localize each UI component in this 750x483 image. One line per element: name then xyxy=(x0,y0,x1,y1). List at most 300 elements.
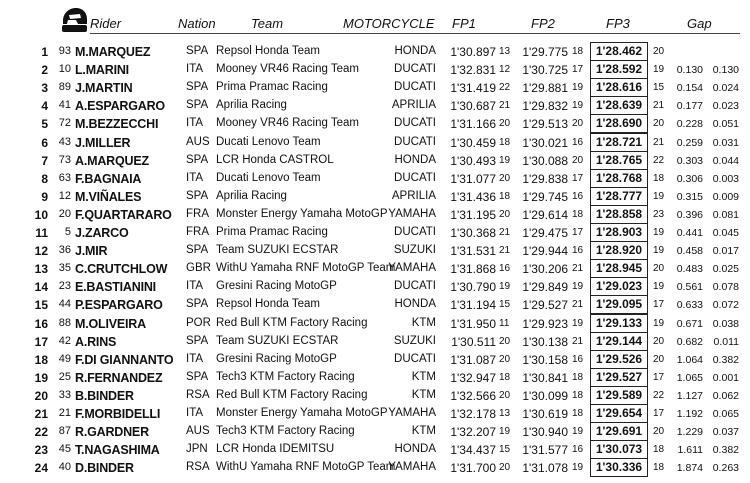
team-name: Gresini Racing MotoGP xyxy=(216,280,337,293)
fp3-laps: 17 xyxy=(653,299,665,311)
fp3-laps: 20 xyxy=(653,118,665,130)
rider-name: R.FERNANDEZ xyxy=(75,370,163,385)
fp2-time: 1'29.513 xyxy=(522,117,568,132)
gap-to-previous: 0.009 xyxy=(712,190,739,203)
position: 15 xyxy=(34,298,48,313)
position: 4 xyxy=(41,99,48,114)
gap-to-previous: 0.025 xyxy=(712,263,739,276)
position: 21 xyxy=(34,407,48,421)
fp3-laps: 21 xyxy=(653,100,665,112)
position: 7 xyxy=(41,153,48,168)
fp1-laps: 15 xyxy=(499,444,511,456)
nation-code: ITA xyxy=(186,407,204,419)
team-name: Team SUZUKI ECSTAR xyxy=(216,334,339,347)
gap-to-previous: 0.001 xyxy=(712,371,739,384)
fp3-best-time: 1'28.462 xyxy=(590,42,648,61)
team-name: LCR Honda CASTROL xyxy=(216,153,334,166)
nation-code: SPA xyxy=(186,334,209,347)
fp1-time: 1'31.531 xyxy=(450,244,496,259)
fp1-time: 1'30.687 xyxy=(450,99,496,114)
fp3-best-time: 1'29.144 xyxy=(590,332,648,351)
team-name: WithU Yamaha RNF MotoGP Team xyxy=(216,461,396,474)
fp2-laps: 19 xyxy=(572,317,584,329)
gap-to-first: 0.396 xyxy=(676,208,703,221)
rider-name: P.ESPARGARO xyxy=(75,298,163,313)
nation-code: SPA xyxy=(186,81,209,94)
column-header-fp2: FP2 xyxy=(531,16,555,31)
fp1-time: 1'30.511 xyxy=(451,334,496,349)
fp3-best-time: 1'29.654 xyxy=(590,404,648,423)
position: 16 xyxy=(34,316,48,331)
team-name: Repsol Honda Team xyxy=(216,45,320,57)
fp2-laps: 20 xyxy=(572,154,584,166)
fp3-laps: 20 xyxy=(653,335,665,347)
fp2-time: 1'30.940 xyxy=(522,425,568,440)
bike-number: 43 xyxy=(58,135,71,148)
rider-name: M.BEZZECCHI xyxy=(75,117,159,132)
rider-helmet-icon xyxy=(60,7,88,33)
fp2-laps: 19 xyxy=(572,426,584,438)
motorcycle-make: HONDA xyxy=(394,298,436,311)
fp1-laps: 18 xyxy=(499,371,511,383)
fp2-time: 1'29.614 xyxy=(522,207,568,222)
fp2-laps: 16 xyxy=(572,190,584,202)
team-name: Prima Pramac Racing xyxy=(216,81,328,94)
fp3-laps: 20 xyxy=(653,263,665,275)
column-header-motorcycle: MOTORCYCLE xyxy=(343,16,435,31)
rider-name: F.MORBIDELLI xyxy=(75,407,161,421)
fp3-laps: 18 xyxy=(653,444,665,456)
position: 11 xyxy=(35,226,48,240)
fp3-laps: 20 xyxy=(653,46,665,57)
fp2-time: 1'29.849 xyxy=(522,280,568,295)
fp3-best-time: 1'28.616 xyxy=(590,78,648,97)
bike-number: 44 xyxy=(58,298,71,311)
motorcycle-make: APRILIA xyxy=(391,99,436,112)
fp3-best-time: 1'29.095 xyxy=(590,295,648,314)
gap-to-first: 1.065 xyxy=(676,371,703,384)
team-name: Ducati Lenovo Team xyxy=(216,171,321,184)
fp2-laps: 21 xyxy=(572,263,584,275)
fp1-laps: 20 xyxy=(499,353,511,365)
rider-name: B.BINDER xyxy=(75,388,134,403)
nation-code: JPN xyxy=(186,443,208,456)
column-header-nation: Nation xyxy=(178,16,216,31)
table-header xyxy=(0,0,750,40)
fp1-time: 1'31.194 xyxy=(450,298,496,313)
fp2-laps: 21 xyxy=(572,335,584,347)
position: 2 xyxy=(41,63,48,78)
position: 1 xyxy=(41,45,48,59)
fp2-time: 1'30.158 xyxy=(522,352,568,367)
position: 13 xyxy=(34,262,48,277)
motorcycle-make: HONDA xyxy=(394,153,436,166)
bike-number: 20 xyxy=(58,207,71,220)
fp1-time: 1'34.437 xyxy=(450,443,496,458)
fp2-time: 1'29.832 xyxy=(522,99,568,114)
nation-code: ITA xyxy=(186,280,204,293)
gap-to-previous: 0.130 xyxy=(712,64,739,77)
fp1-time: 1'32.831 xyxy=(450,63,496,78)
fp3-laps: 19 xyxy=(653,190,665,202)
position: 23 xyxy=(34,443,48,458)
bike-number: 42 xyxy=(58,334,71,347)
fp1-laps: 21 xyxy=(499,100,511,112)
fp2-time: 1'31.078 xyxy=(522,461,568,476)
rider-name: M.OLIVEIRA xyxy=(75,316,146,331)
fp3-best-time: 1'28.690 xyxy=(590,114,648,133)
bike-number: 40 xyxy=(58,461,71,474)
gap-to-previous: 0.065 xyxy=(712,408,739,420)
fp3-best-time: 1'28.945 xyxy=(590,259,648,278)
nation-code: POR xyxy=(186,316,211,329)
rider-name: J.MIR xyxy=(75,244,108,259)
rider-name: M.MARQUEZ xyxy=(75,45,151,59)
fp2-time: 1'29.475 xyxy=(522,226,568,240)
rider-name: F.DI GIANNANTO xyxy=(75,352,174,367)
fp1-laps: 20 xyxy=(499,335,511,347)
fp2-time: 1'29.923 xyxy=(522,316,568,331)
nation-code: SPA xyxy=(186,153,209,166)
motorcycle-make: YAMAHA xyxy=(388,461,436,474)
fp2-laps: 18 xyxy=(572,371,584,383)
gap-to-previous: 0.037 xyxy=(712,426,739,439)
gap-to-previous: 0.024 xyxy=(712,82,739,95)
fp2-time: 1'30.088 xyxy=(522,153,568,168)
nation-code: FRA xyxy=(186,207,209,220)
fp3-best-time: 1'28.592 xyxy=(590,60,648,79)
team-name: Monster Energy Yamaha MotoGP xyxy=(216,407,388,419)
gap-to-first: 0.303 xyxy=(676,154,703,167)
fp3-laps: 19 xyxy=(653,245,665,257)
gap-to-first: 0.682 xyxy=(676,335,703,348)
motorcycle-make: YAMAHA xyxy=(388,407,436,419)
team-name: WithU Yamaha RNF MotoGP Team xyxy=(216,262,396,275)
bike-number: 36 xyxy=(58,244,71,257)
motorcycle-make: KTM xyxy=(411,316,436,329)
fp2-laps: 21 xyxy=(572,299,584,311)
fp3-laps: 19 xyxy=(653,281,665,293)
fp3-laps: 22 xyxy=(653,389,665,401)
gap-to-previous: 0.044 xyxy=(712,154,739,167)
motorcycle-make: HONDA xyxy=(394,45,436,57)
gap-to-previous: 0.263 xyxy=(712,462,739,475)
fp2-time: 1'31.577 xyxy=(522,443,568,458)
fp1-time: 1'32.947 xyxy=(450,370,496,385)
fp3-laps: 19 xyxy=(653,317,665,329)
motorcycle-make: DUCATI xyxy=(394,280,436,293)
fp1-laps: 20 xyxy=(499,172,511,184)
rider-name: M.VIÑALES xyxy=(75,189,142,204)
gap-to-first: 0.458 xyxy=(676,245,703,258)
fp1-laps: 19 xyxy=(499,154,511,166)
fp2-time: 1'29.745 xyxy=(522,189,568,204)
rider-name: F.QUARTARARO xyxy=(75,207,172,222)
column-header-team: Team xyxy=(251,16,284,31)
fp1-laps: 20 xyxy=(499,118,511,130)
fp1-time: 1'32.207 xyxy=(450,425,496,440)
motorcycle-make: KTM xyxy=(411,425,436,438)
fp1-laps: 19 xyxy=(499,281,511,293)
column-header-fp3: FP3 xyxy=(606,16,630,31)
fp1-time: 1'31.087 xyxy=(450,352,496,367)
position: 3 xyxy=(41,81,48,96)
fp1-time: 1'31.419 xyxy=(450,81,496,96)
fp2-time: 1'29.944 xyxy=(522,244,568,259)
gap-to-previous: 0.017 xyxy=(712,245,739,258)
gap-to-previous: 0.382 xyxy=(712,444,739,457)
fp3-best-time: 1'30.336 xyxy=(590,458,648,477)
column-header-fp1: FP1 xyxy=(452,16,476,31)
motorcycle-make: HONDA xyxy=(394,443,436,456)
nation-code: SPA xyxy=(186,244,209,257)
team-name: Prima Pramac Racing xyxy=(216,226,328,238)
nation-code: SPA xyxy=(186,45,209,57)
rider-name: E.BASTIANINI xyxy=(75,280,156,295)
fp1-time: 1'31.700 xyxy=(450,461,496,476)
fp2-time: 1'29.838 xyxy=(522,171,568,186)
gap-to-first: 0.228 xyxy=(676,118,703,131)
fp3-best-time: 1'30.073 xyxy=(590,440,648,459)
position: 24 xyxy=(34,461,48,476)
fp1-time: 1'32.178 xyxy=(450,407,496,421)
gap-to-first: 0.177 xyxy=(676,100,703,113)
bike-number: 12 xyxy=(58,189,71,202)
fp3-best-time: 1'28.721 xyxy=(590,133,648,152)
rider-name: A.RINS xyxy=(75,334,117,349)
fp2-time: 1'29.775 xyxy=(522,45,568,59)
fp2-laps: 17 xyxy=(572,172,584,184)
position: 10 xyxy=(34,207,48,222)
fp1-laps: 13 xyxy=(499,46,511,57)
nation-code: RSA xyxy=(186,388,210,401)
fp1-laps: 18 xyxy=(499,136,511,148)
fp3-laps: 22 xyxy=(653,154,665,166)
gap-to-first: 1.192 xyxy=(676,408,703,420)
fp3-best-time: 1'29.589 xyxy=(590,386,648,405)
team-name: Aprilia Racing xyxy=(216,189,287,202)
motorcycle-make: YAMAHA xyxy=(388,207,436,220)
team-name: Mooney VR46 Racing Team xyxy=(216,63,359,76)
motorcycle-make: SUZUKI xyxy=(393,244,436,257)
fp2-laps: 17 xyxy=(572,64,584,76)
position: 14 xyxy=(34,280,48,295)
fp3-best-time: 1'28.777 xyxy=(590,187,648,206)
fp2-time: 1'30.725 xyxy=(522,63,568,78)
position: 22 xyxy=(34,425,48,440)
gap-to-previous: 0.072 xyxy=(712,299,739,312)
bike-number: 25 xyxy=(58,370,71,383)
bike-number: 87 xyxy=(58,425,71,438)
bike-number: 21 xyxy=(58,407,71,419)
fp1-time: 1'31.868 xyxy=(450,262,496,277)
rider-name: A.MARQUEZ xyxy=(75,153,149,168)
fp3-laps: 21 xyxy=(653,136,665,148)
fp2-laps: 19 xyxy=(572,82,584,94)
fp2-laps: 17 xyxy=(572,227,584,238)
team-name: Red Bull KTM Factory Racing xyxy=(216,316,368,329)
team-name: Tech3 KTM Factory Racing xyxy=(216,425,355,438)
gap-to-first: 1.064 xyxy=(676,353,703,366)
motorcycle-make: SUZUKI xyxy=(393,334,436,347)
fp2-laps: 18 xyxy=(572,389,584,401)
fp3-best-time: 1'29.133 xyxy=(590,314,648,333)
fp3-best-time: 1'29.526 xyxy=(590,350,648,369)
nation-code: SPA xyxy=(186,189,209,202)
fp3-laps: 20 xyxy=(653,426,665,438)
gap-to-first: 1.127 xyxy=(676,389,703,402)
fp3-laps: 18 xyxy=(653,462,665,474)
gap-to-first: 0.671 xyxy=(676,317,703,330)
fp3-best-time: 1'29.527 xyxy=(590,368,648,387)
fp2-time: 1'30.021 xyxy=(522,135,568,150)
column-header-rider: Rider xyxy=(90,16,122,31)
fp1-laps: 22 xyxy=(499,82,511,94)
motorcycle-make: DUCATI xyxy=(394,81,436,94)
fp1-time: 1'31.077 xyxy=(450,171,496,186)
team-name: Gresini Racing MotoGP xyxy=(216,352,337,365)
fp1-time: 1'32.566 xyxy=(450,388,496,403)
gap-to-previous: 0.081 xyxy=(712,208,739,221)
fp2-time: 1'30.099 xyxy=(522,388,568,403)
team-name: Team SUZUKI ECSTAR xyxy=(216,244,339,257)
fp3-laps: 20 xyxy=(653,353,665,365)
team-name: Ducati Lenovo Team xyxy=(216,135,321,148)
fp2-time: 1'30.841 xyxy=(522,370,568,385)
motorcycle-make: APRILIA xyxy=(391,189,436,202)
nation-code: AUS xyxy=(186,425,210,438)
fp3-best-time: 1'29.023 xyxy=(590,277,648,296)
position: 12 xyxy=(34,244,48,259)
fp2-laps: 20 xyxy=(572,118,584,130)
fp2-laps: 18 xyxy=(572,46,584,57)
bike-number: 63 xyxy=(58,171,71,184)
column-header-gap: Gap xyxy=(687,16,712,31)
gap-to-first: 0.483 xyxy=(676,263,703,276)
fp1-laps: 21 xyxy=(499,227,511,238)
motorcycle-make: DUCATI xyxy=(394,117,436,130)
nation-code: RSA xyxy=(186,461,210,474)
fp1-time: 1'30.368 xyxy=(450,226,496,240)
fp1-time: 1'30.493 xyxy=(450,153,496,168)
motorcycle-make: DUCATI xyxy=(394,226,436,238)
position: 20 xyxy=(34,388,48,403)
fp2-time: 1'30.206 xyxy=(522,262,568,277)
team-name: Repsol Honda Team xyxy=(216,298,320,311)
fp1-laps: 12 xyxy=(499,64,511,76)
fp1-laps: 20 xyxy=(499,389,511,401)
bike-number: 72 xyxy=(58,117,71,130)
nation-code: ITA xyxy=(186,63,204,76)
gap-to-previous: 0.031 xyxy=(712,136,739,149)
motorcycle-make: DUCATI xyxy=(394,352,436,365)
fp1-laps: 11 xyxy=(499,317,510,329)
team-name: Red Bull KTM Factory Racing xyxy=(216,388,368,401)
fp1-time: 1'30.459 xyxy=(450,135,496,150)
bike-number: 23 xyxy=(58,280,71,293)
bike-number: 10 xyxy=(58,63,71,76)
fp2-time: 1'29.881 xyxy=(522,81,568,96)
fp1-laps: 20 xyxy=(499,462,511,474)
gap-to-first: 0.130 xyxy=(676,64,703,77)
motorcycle-make: KTM xyxy=(411,388,436,401)
rider-name: L.MARINI xyxy=(75,63,129,78)
fp3-best-time: 1'29.691 xyxy=(590,422,648,441)
nation-code: AUS xyxy=(186,135,210,148)
fp3-laps: 17 xyxy=(653,371,665,383)
gap-to-previous: 0.038 xyxy=(712,317,739,330)
bike-number: 5 xyxy=(64,226,71,238)
position: 19 xyxy=(34,370,48,385)
fp1-time: 1'31.166 xyxy=(450,117,496,132)
gap-to-first: 1.874 xyxy=(676,462,703,475)
position: 9 xyxy=(41,189,48,204)
fp2-time: 1'29.527 xyxy=(522,298,568,313)
rider-name: R.GARDNER xyxy=(75,425,149,440)
motorcycle-make: KTM xyxy=(411,370,436,383)
fp1-laps: 15 xyxy=(499,299,511,311)
motorcycle-make: YAMAHA xyxy=(388,262,436,275)
gap-to-first: 0.315 xyxy=(676,190,703,203)
gap-to-first: 0.259 xyxy=(676,136,703,149)
team-name: Aprilia Racing xyxy=(216,99,287,112)
nation-code: ITA xyxy=(186,117,204,130)
fp3-laps: 18 xyxy=(653,172,665,184)
fp2-laps: 16 xyxy=(572,444,584,456)
header-divider xyxy=(90,33,740,34)
rider-name: D.BINDER xyxy=(75,461,134,476)
fp2-laps: 18 xyxy=(572,408,584,419)
bike-number: 89 xyxy=(58,81,71,94)
fp3-laps: 17 xyxy=(653,408,665,419)
gap-to-first: 0.561 xyxy=(676,281,703,294)
gap-to-previous: 0.382 xyxy=(712,353,739,366)
rider-name: J.ZARCO xyxy=(75,226,129,240)
bike-number: 33 xyxy=(58,388,71,401)
fp1-laps: 19 xyxy=(499,426,511,438)
nation-code: ITA xyxy=(186,352,204,365)
gap-to-first: 0.154 xyxy=(676,82,703,95)
fp1-laps: 13 xyxy=(499,408,511,419)
fp3-laps: 23 xyxy=(653,208,665,220)
nation-code: FRA xyxy=(186,226,209,238)
rider-name: J.MILLER xyxy=(75,135,131,150)
bike-number: 73 xyxy=(58,153,71,166)
bike-number: 45 xyxy=(58,443,71,456)
rider-name: C.CRUTCHLOW xyxy=(75,262,168,277)
fp1-time: 1'31.436 xyxy=(450,189,496,204)
fp3-best-time: 1'28.639 xyxy=(590,96,648,115)
fp3-best-time: 1'28.920 xyxy=(590,241,648,260)
rider-name: A.ESPARGARO xyxy=(75,99,165,114)
nation-code: GBR xyxy=(186,262,211,275)
position: 18 xyxy=(34,352,48,367)
fp2-laps: 19 xyxy=(572,100,584,112)
position: 8 xyxy=(41,171,48,186)
bike-number: 93 xyxy=(58,45,71,57)
fp2-time: 1'30.619 xyxy=(522,407,568,421)
fp1-time: 1'31.195 xyxy=(450,207,496,222)
fp2-laps: 16 xyxy=(572,136,584,148)
bike-number: 35 xyxy=(58,262,71,275)
gap-to-first: 0.306 xyxy=(676,172,703,185)
motorcycle-make: DUCATI xyxy=(394,171,436,184)
fp3-laps: 19 xyxy=(653,64,665,76)
nation-code: SPA xyxy=(186,298,209,311)
fp3-best-time: 1'28.765 xyxy=(590,151,648,170)
gap-to-first: 0.633 xyxy=(676,299,703,312)
rider-name: J.MARTIN xyxy=(75,81,133,96)
